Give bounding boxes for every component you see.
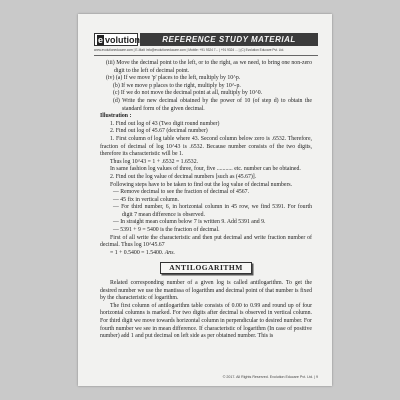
logo-mark: e	[98, 35, 104, 45]
dash-step: — For third number, 6, in horizontal column in 45 row, we find 5391. For fourth digit 7 mean difference is observed.	[113, 204, 313, 218]
section-heading: ANTILOGARITHM	[160, 262, 252, 274]
step-text: If we do not move the decimal point at all, multiply by 10^0.	[120, 90, 263, 97]
illustration-paragraph-2: 2. Find out the log value of decimal numbers [such as (45.67)].	[110, 173, 257, 180]
step-text: If we move p places to the right, multiply by 10^-p.	[121, 82, 241, 89]
step-label: (c)	[113, 90, 120, 97]
dash-step: — In straight mean column below 7 is written 9. Add 5391 and 9.	[113, 219, 266, 226]
illustration-more: In same fashion log values of three, four, five ........... etc. number can be obtained.	[110, 166, 301, 173]
page-footer: © 2017. All Rights Reserved. Evolution Educare Pvt. Ltd. | 9	[222, 375, 318, 379]
step-label: (iii)	[106, 60, 115, 66]
illustration-label: Illustration :	[100, 113, 132, 120]
page-content	[100, 60, 312, 341]
step-label: (b)	[113, 82, 120, 89]
dash-step: — Remove decimal to see the fraction of decimal of 4567.	[113, 189, 250, 196]
page-header	[94, 32, 318, 52]
step-label: (d)	[113, 97, 120, 104]
header-banner: REFERENCE STUDY MATERIAL	[140, 33, 318, 46]
illustration-item: 1. Find out log of 43 (Two digit round number)	[110, 120, 220, 127]
illustration-final-result: = 1 + 0.5400 = 1.5400. Ans.	[110, 249, 175, 256]
step-label: (iv) (a)	[106, 75, 123, 82]
illustration-item: 2. Find out log of 45.67 (decimal number)	[110, 128, 208, 135]
step-text: Write the new decimal obtained by the power of 10 (of step d) to obtain the standard form of the given decimal.	[122, 97, 312, 112]
illustration-final: First of all write the characteristic and then put decimal and write fraction number of decimal. Thus log 10^45.67	[100, 234, 312, 249]
antilog-paragraph-2: The first column of antilogarithm table consists of 0.00 to 0.99 and round up of four horizontal columns is marked. For two digits after decimal is observed in vertical column. For third digit we move towards horizontal column in perpendicular to desired number. For fourth number we see in mean difference. If characteristic of logarithm (In case of positive number) add 1 and put decimal on left side as per obtained number. This is	[100, 302, 312, 340]
answer-mark: Ans.	[164, 249, 175, 256]
step-iv-a	[100, 75, 312, 83]
step-iii	[100, 60, 312, 75]
illustration-paragraph-1: 1. First column of log table where 43. Second column below zero is .6532. Therefore, fraction of decimal of log 10^43 is .6532. Because number consists of the two digits, therefore its characteristic will be 1.	[100, 135, 312, 158]
dash-step: — 45 fix in vertical column.	[113, 196, 180, 203]
logo-text: volution	[105, 35, 141, 45]
step-iv-c	[100, 90, 312, 98]
antilog-paragraph-1: Related corresponding number of a given log is called antilogarithm. To get the desired number we use the mantissa of logarithm and decimal point of that number is fixed by the characteristic of logarithm.	[100, 280, 312, 302]
illustration-result-1: Thus log 10^43 = 1 + .6532 = 1.6532.	[110, 158, 199, 165]
step-text: Move the decimal point to the left, or to the right, as we need, to bring one non-zero digit to the left of decimal point.	[114, 60, 312, 74]
illustration-steps-intro: Following steps have to be taken to find out the log value of decimal numbers.	[110, 181, 293, 188]
evolution-logo	[94, 33, 141, 46]
header-divider	[94, 55, 318, 56]
header-contact: www.evolutioneducare.com | E-Mail: info@evolutioneducare.com | Mobile: +91 9324 7... | +91 9324 ... | (C) Evolution Educare Pvt. Ltd.	[94, 48, 285, 52]
document-page	[78, 14, 332, 386]
step-text: If we move 'p' places to the left, multiply by 10^p.	[123, 75, 241, 82]
section-heading-wrap	[100, 262, 312, 274]
step-iv-d	[100, 98, 312, 113]
dash-step: — 5391 + 9 = 5400 is the fraction of decimal.	[113, 227, 220, 234]
